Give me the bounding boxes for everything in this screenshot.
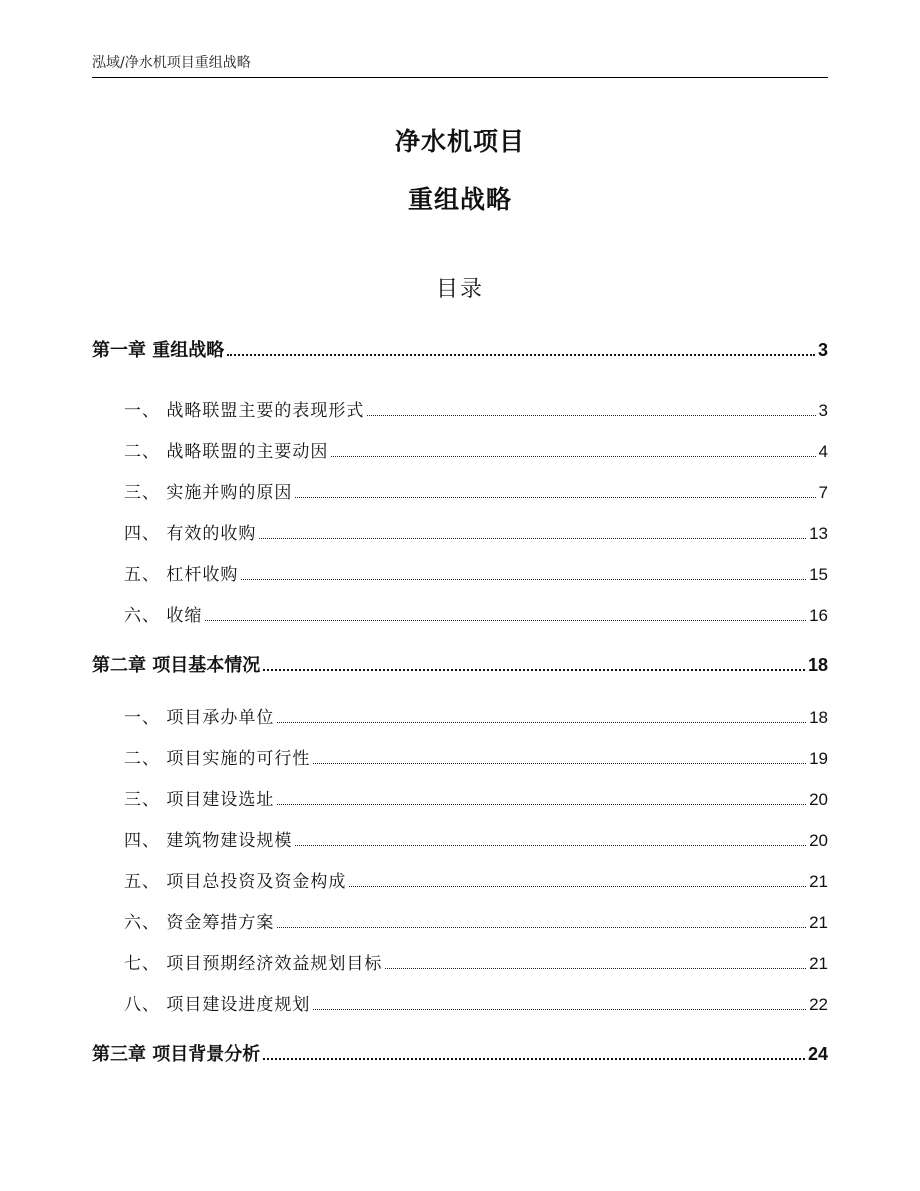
toc-entry-label: 一、 项目承办单位 bbox=[124, 708, 275, 728]
toc-entry-section-1-6[interactable] bbox=[92, 601, 828, 626]
dot-leader bbox=[295, 845, 806, 846]
toc-entry-label: 二、 项目实施的可行性 bbox=[124, 749, 311, 769]
toc-entry-section-2-5[interactable] bbox=[92, 867, 828, 892]
document-subtitle: 重组战略 bbox=[407, 185, 512, 214]
dot-leader bbox=[277, 804, 806, 805]
toc-entry-page: 15 bbox=[809, 565, 828, 584]
toc-entry-label: 七、 项目预期经济效益规划目标 bbox=[124, 954, 383, 974]
toc-entry-label: 五、 项目总投资及资金构成 bbox=[124, 872, 347, 892]
toc-entry-label: 六、 资金筹措方案 bbox=[124, 913, 275, 933]
toc-entry-page: 4 bbox=[818, 442, 828, 461]
toc-entry-section-1-5[interactable] bbox=[92, 560, 828, 585]
running-header: 泓域/净水机项目重组战略 bbox=[92, 55, 251, 71]
dot-leader bbox=[277, 722, 806, 723]
toc-entry-label: 第一章 重组战略 bbox=[92, 340, 225, 361]
toc-entry-page: 3 bbox=[817, 340, 828, 360]
dot-leader bbox=[241, 579, 806, 580]
toc-entry-chapter-2[interactable] bbox=[92, 651, 828, 677]
toc-entry-chapter-1[interactable] bbox=[92, 336, 828, 362]
dot-leader bbox=[349, 886, 806, 887]
toc-entry-section-2-8[interactable] bbox=[92, 990, 828, 1015]
toc-entry-page: 18 bbox=[807, 655, 828, 675]
dot-leader bbox=[313, 1009, 806, 1010]
toc-entry-page: 21 bbox=[809, 872, 828, 891]
document-title: 净水机项目 bbox=[394, 127, 525, 156]
toc-entry-label: 第二章 项目基本情况 bbox=[92, 655, 261, 676]
toc-entry-page: 20 bbox=[809, 790, 828, 809]
toc-entry-label: 第三章 项目背景分析 bbox=[92, 1044, 261, 1065]
toc-entry-section-2-1[interactable] bbox=[92, 703, 828, 728]
toc-entry-label: 三、 项目建设选址 bbox=[124, 790, 275, 810]
toc-entry-label: 四、 有效的收购 bbox=[124, 524, 257, 544]
header-divider bbox=[92, 77, 828, 78]
toc-entry-page: 22 bbox=[809, 995, 828, 1014]
toc-entry-page: 20 bbox=[809, 831, 828, 850]
toc-entry-label: 二、 战略联盟的主要动因 bbox=[124, 442, 329, 462]
dot-leader bbox=[385, 968, 806, 969]
dot-leader bbox=[313, 763, 806, 764]
dot-leader bbox=[263, 1058, 805, 1060]
dot-leader bbox=[295, 497, 815, 498]
toc-entry-section-1-4[interactable] bbox=[92, 519, 828, 544]
toc-entry-label: 三、 实施并购的原因 bbox=[124, 483, 293, 503]
dot-leader bbox=[331, 456, 815, 457]
toc-entry-section-1-3[interactable] bbox=[92, 478, 828, 503]
toc-entry-section-2-6[interactable] bbox=[92, 908, 828, 933]
toc-entry-section-2-3[interactable] bbox=[92, 785, 828, 810]
toc-entry-section-1-1[interactable] bbox=[92, 396, 828, 421]
dot-leader bbox=[277, 927, 806, 928]
toc-entry-label: 一、 战略联盟主要的表现形式 bbox=[124, 401, 365, 421]
toc-entry-page: 7 bbox=[818, 483, 828, 502]
toc-entry-page: 3 bbox=[818, 401, 828, 420]
dot-leader bbox=[263, 669, 805, 671]
toc-entry-page: 13 bbox=[809, 524, 828, 543]
dot-leader bbox=[205, 620, 806, 621]
dot-leader bbox=[227, 354, 815, 356]
toc-entry-label: 四、 建筑物建设规模 bbox=[124, 831, 293, 851]
toc-heading: 目录 bbox=[435, 277, 484, 302]
toc-entry-page: 18 bbox=[809, 708, 828, 727]
dot-leader bbox=[259, 538, 806, 539]
toc-entry-chapter-3[interactable] bbox=[92, 1040, 828, 1066]
toc-entry-section-1-2[interactable] bbox=[92, 437, 828, 462]
toc-entry-page: 21 bbox=[809, 913, 828, 932]
toc-entry-page: 21 bbox=[809, 954, 828, 973]
toc-entry-label: 八、 项目建设进度规划 bbox=[124, 995, 311, 1015]
dot-leader bbox=[367, 415, 815, 416]
toc-entry-section-2-7[interactable] bbox=[92, 949, 828, 974]
toc-entry-label: 五、 杠杆收购 bbox=[124, 565, 239, 585]
toc-entry-section-2-2[interactable] bbox=[92, 744, 828, 769]
toc-entry-page: 16 bbox=[809, 606, 828, 625]
toc-entry-page: 19 bbox=[809, 749, 828, 768]
toc-entry-label: 六、 收缩 bbox=[124, 606, 203, 626]
toc-entry-page: 24 bbox=[807, 1044, 828, 1064]
toc-entry-section-2-4[interactable] bbox=[92, 826, 828, 851]
